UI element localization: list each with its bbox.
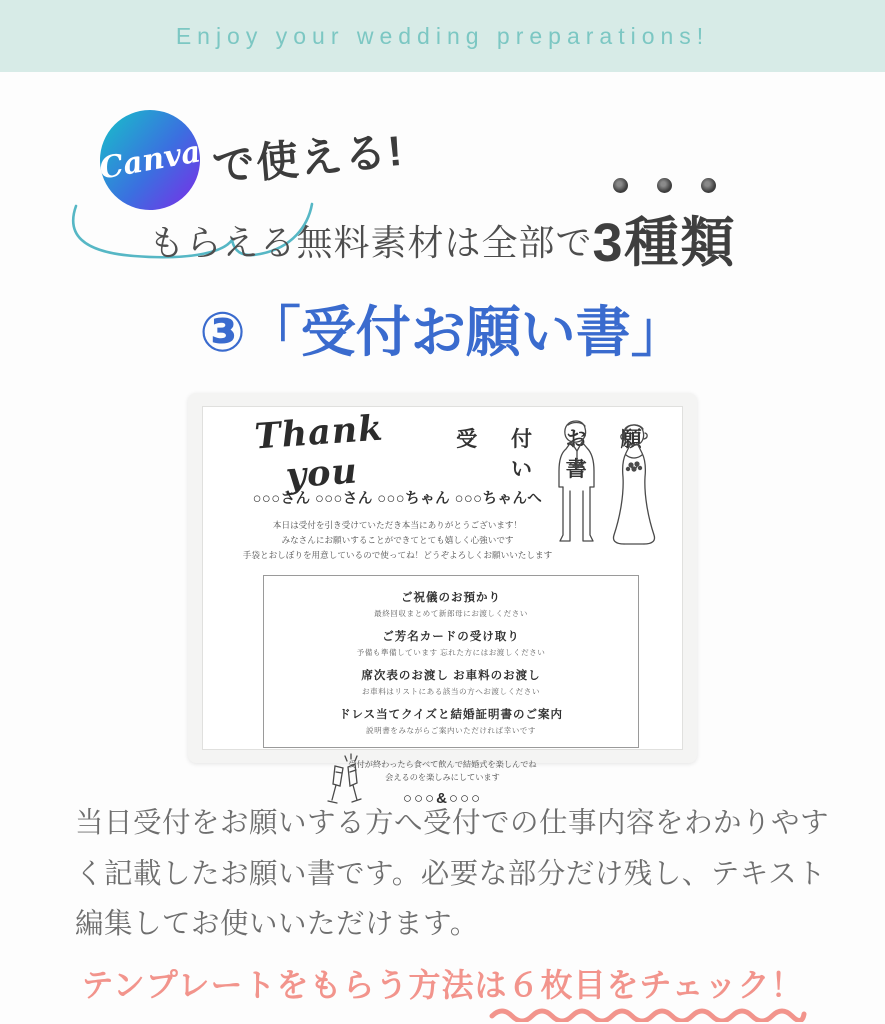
duty-title: 席次表のお渡し お車料のお渡し	[361, 670, 541, 683]
footer-note	[0, 960, 885, 1006]
headline-highlight	[592, 200, 736, 277]
intro-line: 本日は受付を引き受けていただき本当にありがとうございます！	[272, 520, 523, 530]
duty-item	[272, 667, 630, 697]
headline	[0, 200, 885, 277]
emphasis-dot	[657, 178, 672, 193]
duty-title: ご芳名カードの受け取り	[382, 631, 520, 644]
duty-note: 説明書をみながらご案内いただければ幸いです	[366, 726, 536, 736]
recipients-line: ○○○さん ○○○さん ○○○ちゃん ○○○ちゃんへ	[252, 491, 543, 507]
duty-title: ドレス当てクイズと結婚証明書のご案内	[339, 709, 563, 722]
usable-text: で使える!	[210, 126, 406, 191]
duty-note: 予備も準備しています 忘れた方にはお渡しください	[356, 648, 546, 658]
emphasis-dots	[598, 178, 730, 193]
footer-text: テンプレートをもらう方法は６枚目をチェック！	[81, 960, 803, 1006]
canva-wordmark: Canva	[96, 133, 204, 187]
emphasis-dot	[613, 178, 628, 193]
thank-you-script: Thank you	[253, 407, 385, 497]
emphasis-dot	[701, 178, 716, 193]
document-title: 受 付 お 願 い 書	[456, 428, 656, 481]
intro-line: 手袋とおしぼりを用意しているので使ってね！どうぞよろしくお願いいたします	[242, 550, 553, 561]
headline-prefix: もらえる無料素材は全部で	[148, 222, 593, 263]
duty-item	[272, 589, 630, 619]
headline-highlight-text: 3種類	[592, 213, 737, 273]
top-banner	[0, 0, 885, 72]
couple-names: ○○○&○○○	[402, 790, 483, 808]
duty-item	[272, 628, 630, 658]
duty-note: お車料はリストにある該当の方へお渡しください	[362, 687, 540, 697]
page-title: ③「受付お願い書」	[199, 301, 686, 363]
wavy-underline-icon	[488, 1004, 808, 1022]
description-paragraph: 当日受付をお願いする方へ受付での仕事内容をわかりやすく記載したお願い書です。必要な部分だけ残し、テキスト編集してお使いいただけます。	[75, 807, 830, 941]
intro-line: みなさんにお願いすることができてとても嬉しく心強いです	[281, 535, 514, 546]
duty-note: 最終回収まとめて新郎母にお渡しください	[374, 609, 528, 619]
closing-line: 会えるのを楽しみにしています	[385, 773, 500, 783]
reception-request-document	[202, 406, 683, 808]
bride-groom-illustration-icon	[546, 417, 666, 553]
duty-item	[272, 706, 630, 736]
duty-title: ご祝儀のお預かり	[401, 592, 501, 605]
closing-lines	[203, 758, 682, 784]
canva-logo	[95, 105, 205, 215]
closing-line: 受付が終わったら食べて飲んで結婚式を楽しんでね	[348, 760, 537, 770]
template-preview-card	[188, 393, 697, 808]
banner-text: Enjoy your wedding preparations!	[175, 22, 710, 49]
duties-box	[263, 575, 639, 748]
